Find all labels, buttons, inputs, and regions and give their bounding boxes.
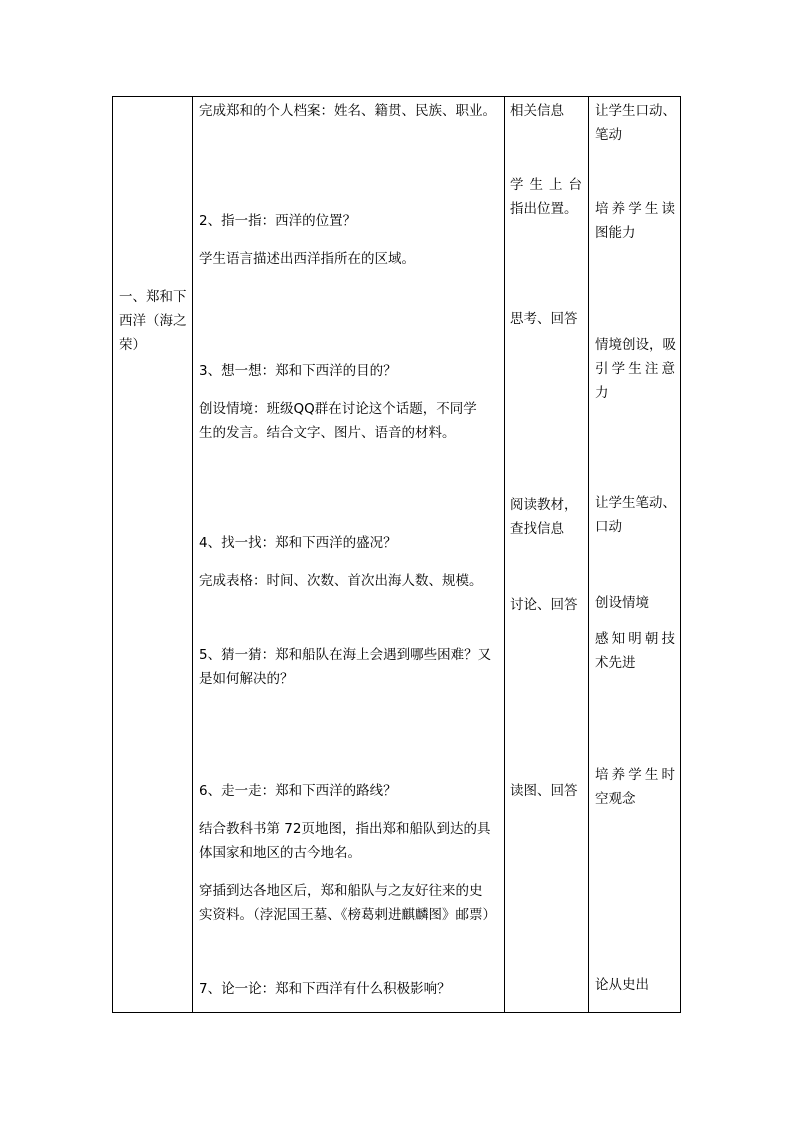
design-intent: 让学生口动、	[595, 103, 676, 119]
section-title-line: 荣）	[119, 337, 146, 353]
design-intent: 创设情境	[595, 595, 649, 611]
content-text: 创设情境：班级QQ群在讨论这个话题，不同学	[199, 401, 477, 417]
lesson-plan-table	[112, 96, 681, 1013]
student-activity: 相关信息	[510, 103, 564, 119]
section-title-line: 西洋（海之	[119, 313, 187, 329]
design-intent: 培养学生读	[595, 201, 675, 217]
question-heading: 3、想一想：郑和下西洋的目的？	[199, 363, 397, 379]
content-text: 穿插到达各地区后，郑和船队与之友好往来的史	[199, 883, 483, 899]
question-heading: 7、论一论：郑和下西洋有什么积极影响？	[199, 981, 451, 997]
design-intent: 图能力	[595, 225, 636, 241]
section-title-line: 一、郑和下	[119, 289, 187, 305]
content-text: 体国家和地区的古今地名。	[199, 845, 361, 861]
student-activity: 阅读教材，	[510, 497, 578, 513]
design-intent: 培养学生时	[595, 767, 675, 783]
design-intent: 引学生注意	[595, 361, 675, 377]
question-heading: 是如何解决的？	[199, 671, 294, 687]
design-intent: 情境创设，吸	[595, 337, 676, 353]
design-intent: 感知明朝技	[595, 631, 675, 647]
column-divider	[192, 97, 193, 1012]
design-intent: 让学生笔动、	[595, 495, 676, 511]
content-text: 生的发言。结合文字、图片、语音的材料。	[199, 425, 456, 441]
content-text: 实资料。（浡泥国王墓、《榜葛剌进麒麟图》邮票）	[199, 907, 496, 923]
design-intent: 笔动	[595, 127, 622, 143]
student-activity: 读图、回答	[510, 783, 578, 799]
design-intent: 术先进	[595, 655, 636, 671]
design-intent: 口动	[595, 519, 622, 535]
question-heading: 4、找一找：郑和下西洋的盛况？	[199, 535, 397, 551]
column-divider	[588, 97, 589, 1012]
student-activity: 指出位置。	[510, 201, 578, 217]
question-heading: 5、猜一猜：郑和船队在海上会遇到哪些困难？又	[199, 647, 492, 663]
content-text: 完成表格：时间、次数、首次出海人数、规模。	[199, 573, 483, 589]
design-intent: 空观念	[595, 791, 636, 807]
content-text: 学生语言描述出西洋指所在的区域。	[199, 251, 415, 267]
design-intent: 论从史出	[595, 977, 649, 993]
student-activity: 思考、回答	[510, 311, 578, 327]
question-heading: 2、指一指：西洋的位置？	[199, 213, 357, 229]
student-activity: 查找信息	[510, 521, 564, 537]
content-text: 结合教科书第 72页地图，指出郑和船队到达的具	[199, 821, 491, 837]
design-intent: 力	[595, 385, 609, 401]
student-activity: 讨论、回答	[510, 597, 578, 613]
question-heading: 6、走一走：郑和下西洋的路线？	[199, 783, 397, 799]
student-activity: 学生上台	[510, 177, 582, 193]
content-text: 完成郑和的个人档案：姓名、籍贯、民族、职业。	[199, 103, 496, 119]
